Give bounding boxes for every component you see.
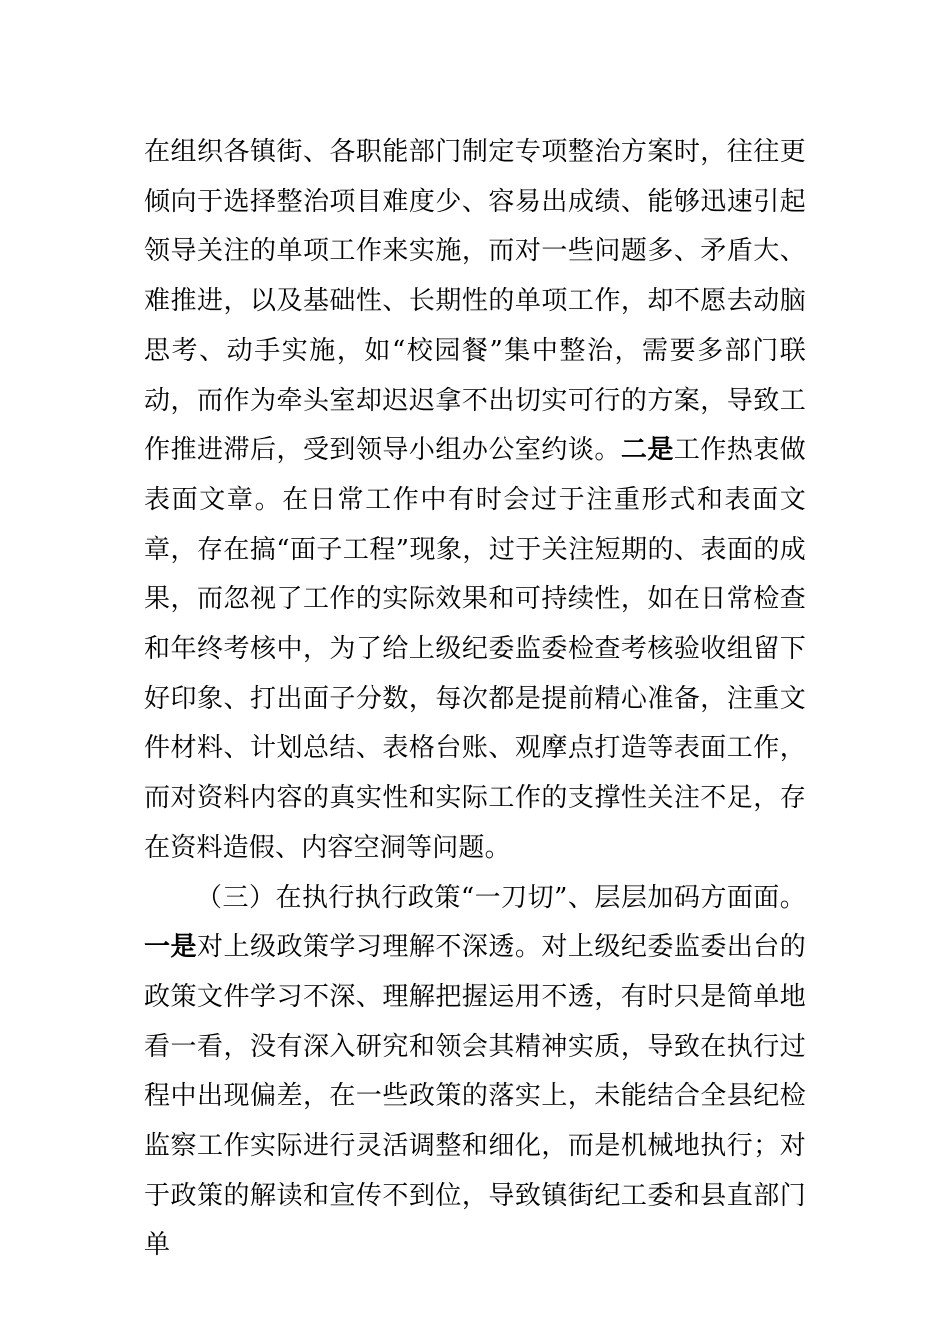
paragraph-text: 对上级政策学习理解不深透。对上级纪委监委出台的政策文件学习不深、理解把握运用不透，有时只是简单地看一看，没有深入研究和领会其精神实质，导致在执行过程中出现偏差，在一些政策的落实上，未能结合全县纪检监察工作实际进行灵活调整和细化，而是机械地执行；对于政策的解读和宣传不到位，导致镇街纪工委和县直部门单 — [144, 932, 806, 1261]
paragraph-continued — [144, 128, 806, 874]
point-lead-one: 一是 — [144, 932, 197, 963]
paragraph-text: 工作热衷做表面文章。在日常工作中有时会过于注重形式和表面文章，存在搞“面子工程”现象，过于关注短期的、表面的成果，而忽视了工作的实际效果和可持续性，如在日常检查和年终考核中，为了给上级纪委监委检查考核验收组留下好印象、打出面子分数，每次都是提前精心准备，注重文件材料、计划总结、表格台账、观摩点打造等表面工作，而对资料内容的真实性和实际工作的支撑性关注不足，存在资料造假、内容空洞等问题。 — [144, 435, 806, 863]
document-body — [144, 128, 806, 1271]
paragraph-section-three — [144, 874, 806, 1272]
paragraph-text: 在组织各镇街、各职能部门制定专项整治方案时，往往更倾向于选择整治项目难度少、容易出成绩、能够迅速引起领导关注的单项工作来实施，而对一些问题多、矛盾大、难推进，以及基础性、长期性的单项工作，却不愿去动脑思考、动手实施，如“校园餐”集中整治，需要多部门联动，而作为牵头室却迟迟拿不出切实可行的方案，导致工作推进滞后，受到领导小组办公室约谈。 — [144, 137, 806, 466]
section-heading: （三）在执行执行政策“一刀切”、层层加码方面面。 — [196, 882, 806, 913]
point-lead-two: 二是 — [620, 435, 674, 466]
